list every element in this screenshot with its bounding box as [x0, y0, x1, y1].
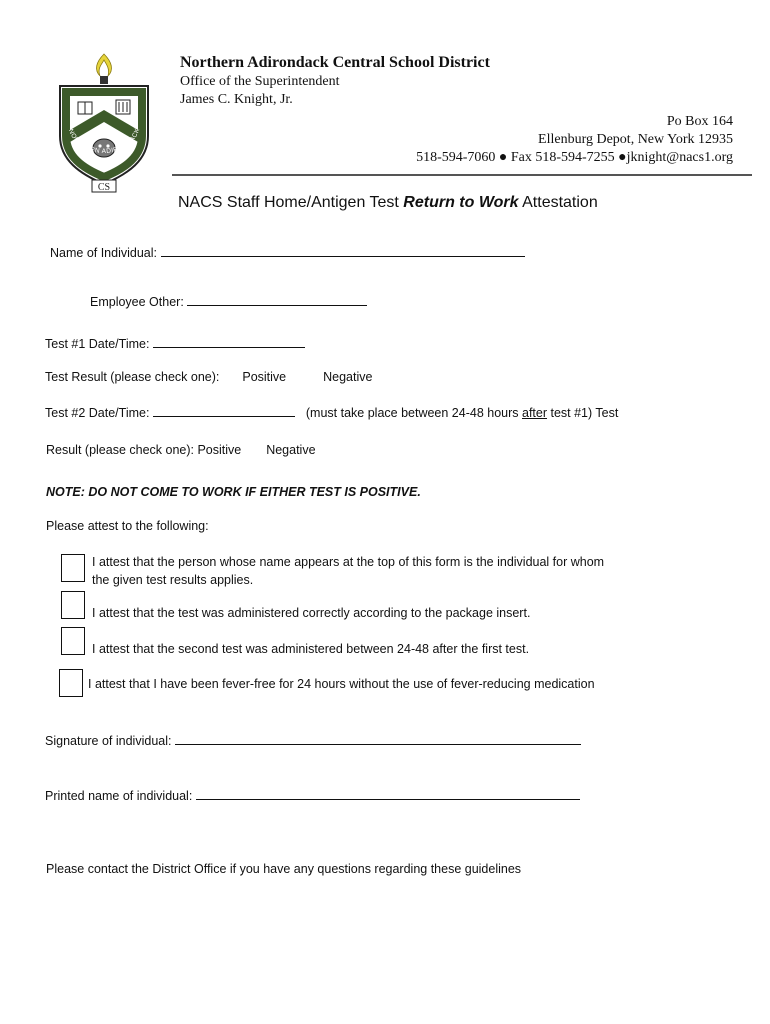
result1-label: Test Result (please check one):	[45, 370, 220, 384]
signature-blank[interactable]	[175, 732, 581, 745]
attest-text-3: I attest that the second test was administered between 24-48 after the first test.	[92, 642, 530, 656]
test2-note-prefix: (must take place between 24-48 hours	[305, 406, 522, 420]
header-divider	[172, 174, 752, 176]
printed-name-blank[interactable]	[196, 787, 580, 800]
name-label: Name of Individual:	[50, 246, 158, 260]
signature-field-row	[45, 732, 581, 748]
superintendent-name: James C. Knight, Jr.	[180, 92, 293, 107]
attest-text-1: I attest that the person whose name appears at the top of this form is the individual for whom	[92, 555, 605, 569]
contact-info: 518-594-7060 ● Fax 518-594-7255 ●jknight@nacs1.org	[416, 150, 733, 165]
attest-intro: Please attest to the following:	[46, 519, 209, 533]
result1-positive-option[interactable]: Positive	[242, 370, 287, 384]
employee-blank[interactable]	[187, 293, 367, 306]
title-suffix: Attestation	[518, 194, 598, 211]
result2-negative-option[interactable]: Negative	[266, 443, 316, 457]
crest-monogram: CS	[97, 182, 111, 193]
po-box: Po Box 164	[666, 114, 733, 129]
employee-label: Employee Other:	[90, 295, 184, 309]
test1-label: Test #1 Date/Time:	[45, 337, 150, 351]
employee-field-row	[90, 293, 367, 309]
test1-field-row	[45, 335, 305, 351]
attest-checkbox-1[interactable]	[61, 554, 85, 582]
attest-text-2: I attest that the test was administered correctly according to the package insert.	[92, 606, 531, 620]
test2-note-suffix: test #1) Test	[547, 406, 619, 420]
printed-name-field-row	[45, 787, 580, 803]
test2-label: Test #2 Date/Time:	[45, 406, 150, 420]
attest-checkbox-4[interactable]	[59, 669, 83, 697]
result1-row	[45, 370, 372, 384]
test2-field-row	[45, 404, 618, 420]
form-title	[178, 194, 598, 212]
attest-checkbox-3[interactable]	[61, 627, 85, 655]
district-crest-logo	[50, 52, 158, 194]
name-field-row	[50, 244, 525, 260]
city-address: Ellenburg Depot, New York 12935	[538, 132, 733, 147]
attest-checkbox-2[interactable]	[61, 591, 85, 619]
attest-text-1-line2: the given test results applies.	[92, 573, 254, 587]
office-name: Office of the Superintendent	[180, 74, 340, 89]
signature-label: Signature of individual:	[45, 734, 172, 748]
name-blank[interactable]	[161, 244, 525, 257]
printed-name-label: Printed name of individual:	[45, 789, 193, 803]
result2-label-positive-option[interactable]: Result (please check one): Positive	[46, 443, 242, 457]
test1-blank[interactable]	[153, 335, 305, 348]
test2-note-after: after	[522, 406, 548, 420]
title-prefix: NACS Staff Home/Antigen Test	[178, 194, 404, 211]
attest-text-4: I attest that I have been fever-free for 24 hours without the use of fever-reducing medication	[88, 677, 595, 691]
district-name: Northern Adirondack Central School District	[180, 54, 490, 71]
warning-note: NOTE: DO NOT COME TO WORK IF EITHER TEST IS POSITIVE.	[46, 485, 421, 499]
title-emphasis: Return to Work	[403, 194, 519, 211]
result1-negative-option[interactable]: Negative	[323, 370, 373, 384]
result2-row	[46, 443, 316, 457]
contact-note: Please contact the District Office if you have any questions regarding these guidelines	[46, 862, 522, 876]
crest-arc-text: NORTHERN ADIRONDACK	[66, 127, 142, 156]
test2-blank[interactable]	[153, 404, 295, 417]
